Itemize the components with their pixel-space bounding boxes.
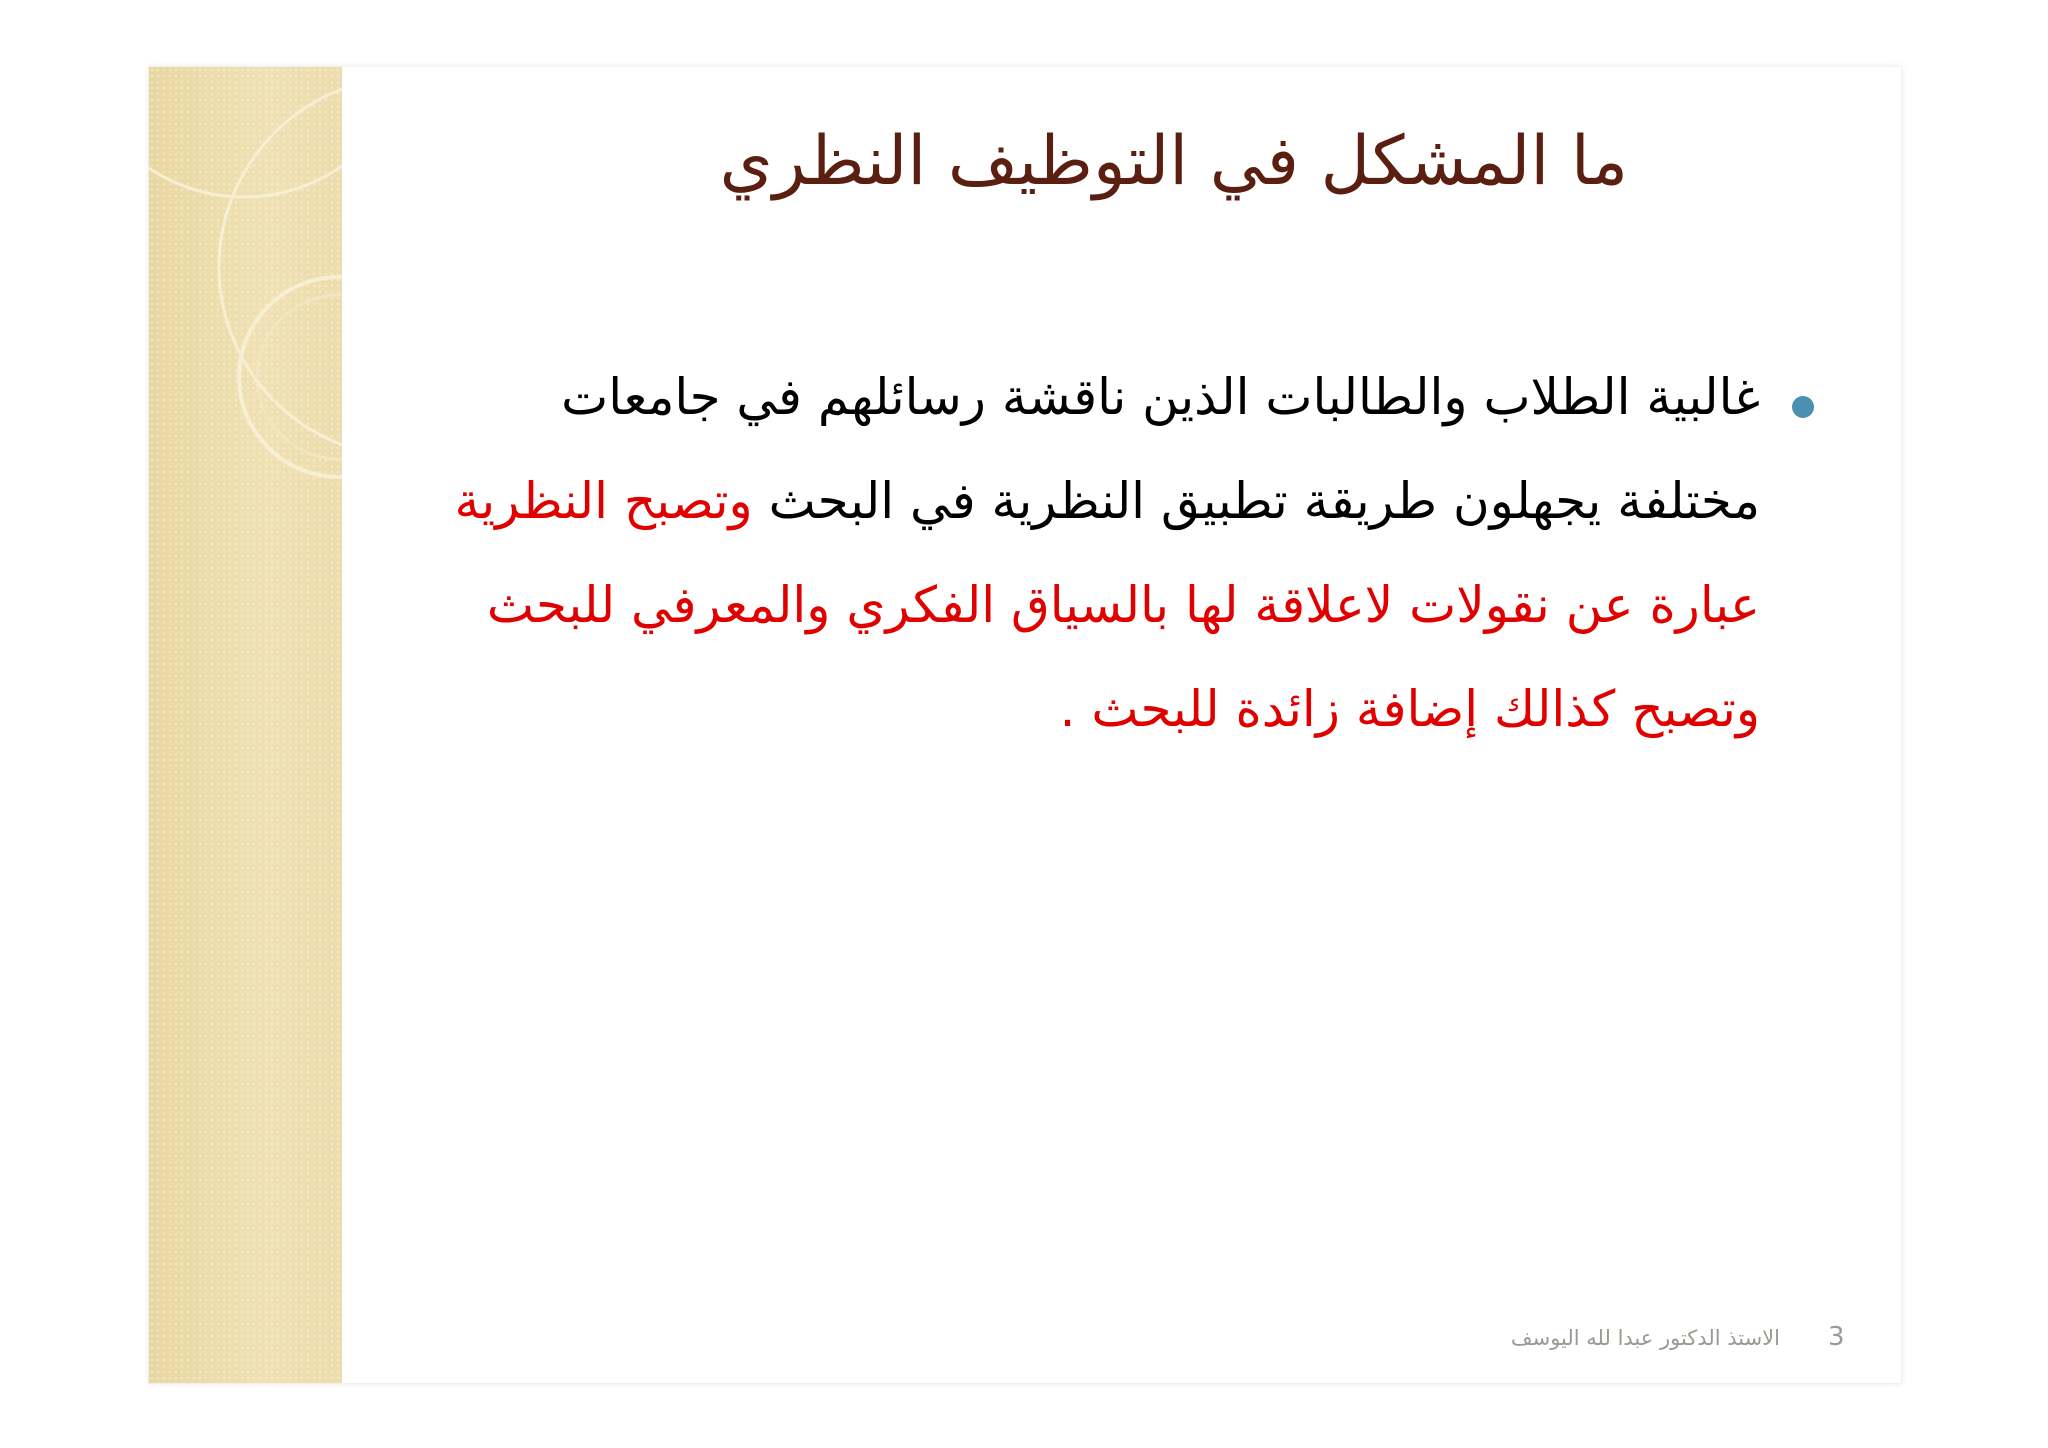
slide-body [430,345,1760,761]
decorative-side-panel [149,67,342,1383]
bullet-dot-icon [1792,396,1814,418]
slide-title: ما المشكل في التوظيف النظري [719,122,1628,201]
page-number: 3 [1828,1322,1845,1352]
footer-author: الاستذ الدكتور عبدا لله اليوسف [1510,1326,1780,1350]
body-text: غالبية الطلاب والطالبات الذين ناقشة رسائلهم في جامعات مختلفة يجهلون طريقة تطبيق النظرية في البحث [561,368,1760,530]
highlighted-text: وتصبح النظرية عبارة عن نقولات لاعلاقة لها بالسياق الفكري والمعرفي للبحث وتصبح كذالك إضافة زائدة للبحث . [454,472,1760,738]
decorative-circles-icon [149,67,342,1383]
